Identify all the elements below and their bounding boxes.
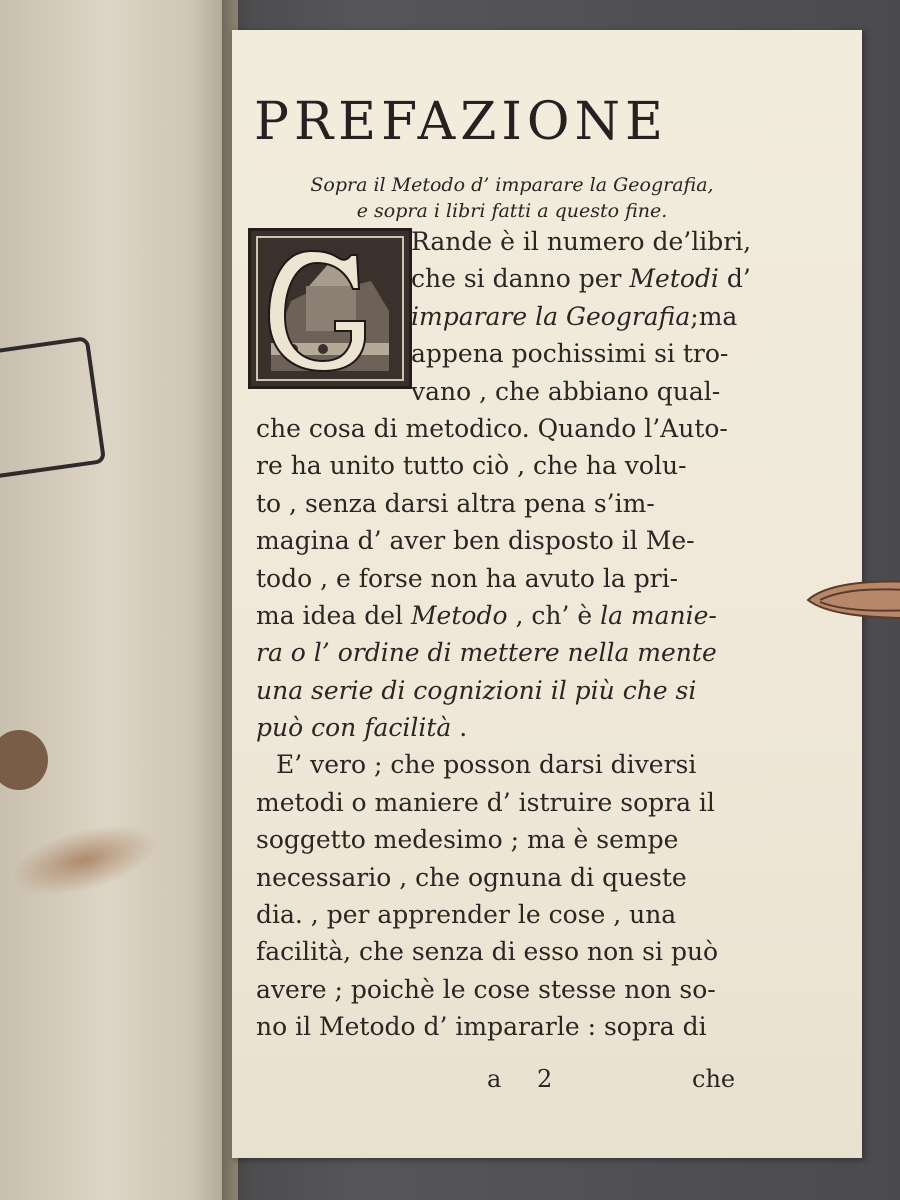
- text-segment: Metodi: [629, 264, 719, 294]
- text-line: [256, 859, 816, 896]
- text-line: [256, 560, 816, 597]
- text-segment: che cosa di metodico. Quando l’Auto-: [256, 413, 728, 443]
- text-segment: che si danno per: [411, 264, 630, 294]
- text-segment: Rande è il numero de’libri,: [411, 227, 752, 256]
- text-segment: ma idea del: [256, 600, 411, 630]
- text-segment: la manie-: [600, 600, 717, 630]
- text-segment: vano , che abbiano qual-: [411, 376, 721, 406]
- text-segment: to , senza darsi altra pena s’im-: [256, 488, 655, 518]
- text-segment: dia. , per apprender le cose , una: [256, 900, 677, 930]
- page-footer: [232, 1065, 792, 1099]
- text-line: [256, 821, 816, 858]
- text-segment: soggetto medesimo ; ma è sempe: [256, 825, 679, 855]
- text-line: [256, 335, 816, 372]
- text-segment: avere ; poichè le cose stesse non so-: [256, 974, 716, 1004]
- text-segment: ;ma: [690, 301, 738, 331]
- text-line: [256, 709, 816, 746]
- text-segment: no il Metodo d’ impararle : sopra di: [256, 1012, 707, 1042]
- bookmark-clip-icon: [806, 578, 900, 620]
- text-line: [256, 746, 816, 783]
- text-segment: .: [451, 713, 468, 743]
- text-segment: re ha unito tutto ciò , che ha volu-: [256, 451, 687, 481]
- handwritten-mark: [5, 812, 165, 909]
- text-segment: E’ vero ; che posson darsi diversi: [276, 750, 697, 780]
- text-line: [256, 784, 816, 821]
- text-line: [256, 896, 816, 933]
- text-segment: facilità, che senza di esso non si può: [256, 937, 719, 967]
- text-line: [256, 485, 816, 522]
- ownership-stamp: [0, 336, 106, 482]
- ink-stain: [0, 730, 48, 790]
- text-line: [256, 933, 816, 970]
- subtitle-line: Sopra il Metodo d’ imparare la Geografia,: [310, 174, 714, 196]
- text-line: [256, 672, 816, 709]
- text-line: [256, 298, 816, 335]
- catchword: che: [692, 1065, 736, 1093]
- text-segment: d’: [718, 264, 751, 294]
- left-page-verso: [0, 0, 238, 1200]
- text-line: [256, 634, 816, 671]
- page-subtitle: [232, 172, 792, 224]
- text-segment: metodi o maniere d’ istruire sopra il: [256, 787, 715, 817]
- text-line: [256, 373, 816, 410]
- text-segment: magina d’ aver ben disposto il Me-: [256, 526, 695, 556]
- text-segment: necessario , che ognuna di queste: [256, 862, 687, 892]
- text-line: [256, 522, 816, 559]
- text-line: [256, 971, 816, 1008]
- text-line: [256, 1008, 816, 1045]
- text-line: [256, 260, 816, 297]
- text-line: [256, 223, 816, 260]
- book-page: [232, 30, 862, 1158]
- text-line: [256, 597, 816, 634]
- text-segment: appena pochissimi si tro-: [411, 339, 729, 369]
- text-segment: una serie di cognizioni il più che si: [256, 675, 697, 705]
- text-segment: todo , e forse non ha avuto la pri-: [256, 563, 679, 593]
- body-text: [256, 223, 816, 1046]
- text-line: [256, 410, 816, 447]
- subtitle-line: e sopra i libri fatti a questo fine.: [356, 200, 668, 222]
- text-segment: può con facilità: [256, 713, 452, 743]
- text-line: [256, 447, 816, 484]
- text-segment: , ch’ è: [507, 600, 601, 630]
- signature-mark: a 2: [487, 1065, 567, 1093]
- text-segment: imparare la Geografia: [411, 301, 691, 331]
- text-segment: ra o l’ ordine di mettere nella mente: [256, 638, 717, 668]
- text-segment: Metodo: [410, 600, 508, 630]
- page-title: PREFAZIONE: [254, 92, 668, 152]
